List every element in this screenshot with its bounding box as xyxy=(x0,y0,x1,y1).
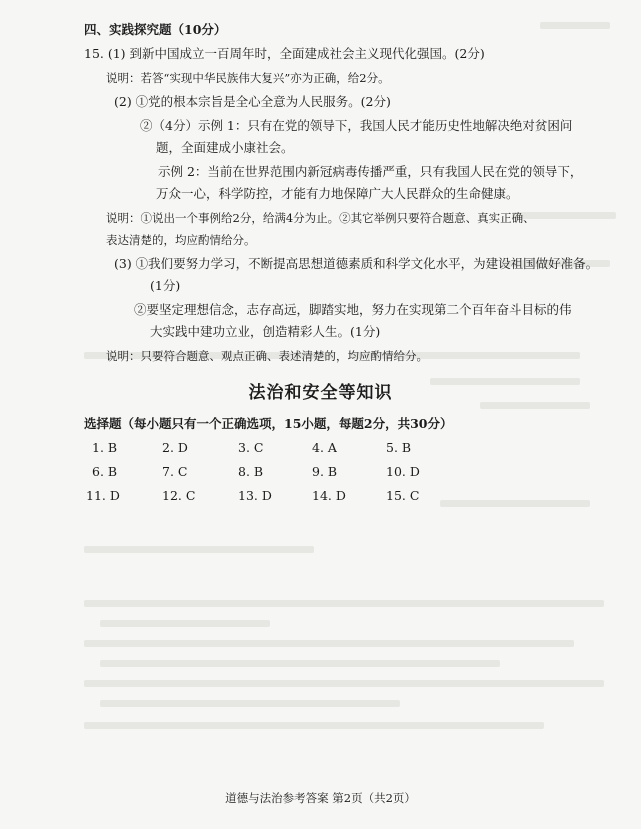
grading-note: 表达清楚的，均应酌情给分。 xyxy=(106,233,256,247)
answer-item: 3. C xyxy=(238,440,264,455)
bleed-through-mark xyxy=(84,640,574,647)
bleed-through-mark xyxy=(540,22,610,29)
grading-note: 说明：只要符合题意、观点正确、表述清楚的，均应酌情给分。 xyxy=(106,349,428,363)
bleed-through-mark xyxy=(84,722,544,729)
bleed-through-mark xyxy=(84,680,604,687)
bleed-through-mark xyxy=(100,700,400,707)
answer-item: 11. D xyxy=(86,488,120,503)
answer-item: 13. D xyxy=(238,488,272,503)
answer-item: 14. D xyxy=(312,488,346,503)
choice-section-header: 选择题（每小题只有一个正确选项，15小题，每题2分，共30分） xyxy=(84,416,453,431)
grading-note: 说明：若答“实现中华民族伟大复兴”亦为正确，给2分。 xyxy=(106,71,390,85)
answer-item: 5. B xyxy=(386,440,412,455)
bleed-through-mark xyxy=(440,500,590,507)
answer-item: 7. C xyxy=(162,464,188,479)
section-heading: 四、实践探究题（10分） xyxy=(84,22,227,37)
answer-item: 9. B xyxy=(312,464,338,479)
bleed-through-mark xyxy=(84,600,604,607)
page-footer: 道德与法治参考答案 第2页（共2页） xyxy=(225,791,416,805)
answer-line: (3) ①我们要努力学习，不断提高思想道德素质和科学文化水平，为建设祖国做好准备。 xyxy=(114,256,599,271)
answer-item: 6. B xyxy=(92,464,118,479)
answer-item: 10. D xyxy=(386,464,420,479)
answer-item: 8. B xyxy=(238,464,264,479)
answer-item: 2. D xyxy=(162,440,188,455)
answer-line: 示例 2：当前在世界范围内新冠病毒传播严重，只有我国人民在党的领导下， xyxy=(158,164,583,179)
answer-line: (1分) xyxy=(150,278,181,293)
answer-line: 大实践中建功立业，创造精彩人生。(1分) xyxy=(150,324,381,339)
answer-line: 题，全面建成小康社会。 xyxy=(156,140,294,155)
bleed-through-mark xyxy=(480,402,590,409)
answer-line: 万众一心，科学防控，才能有力地保障广大人民群众的生命健康。 xyxy=(156,186,519,201)
answer-item: 12. C xyxy=(162,488,196,503)
bleed-through-mark xyxy=(100,660,500,667)
answer-line: (2) ①党的根本宗旨是全心全意为人民服务。(2分) xyxy=(114,94,391,109)
answer-line: ②要坚定理想信念，志存高远，脚踏实地，努力在实现第二个百年奋斗目标的伟 xyxy=(134,302,572,317)
subject-title: 法治和安全等知识 xyxy=(248,383,393,403)
answer-line: ②（4分）示例 1：只有在党的领导下，我国人民才能历史性地解决绝对贫困问 xyxy=(140,118,573,133)
bleed-through-mark xyxy=(84,546,314,553)
grading-note: 说明：①说出一个事例给2分，给满4分为止。②其它举例只要符合题意、真实正确、 xyxy=(106,211,535,225)
answer-item: 15. C xyxy=(386,488,420,503)
answer-item: 1. B xyxy=(92,440,118,455)
answer-item: 4. A xyxy=(312,440,337,455)
answer-line: 15. (1) 到新中国成立一百周年时，全面建成社会主义现代化强国。(2分) xyxy=(84,46,485,61)
bleed-through-mark xyxy=(100,620,270,627)
